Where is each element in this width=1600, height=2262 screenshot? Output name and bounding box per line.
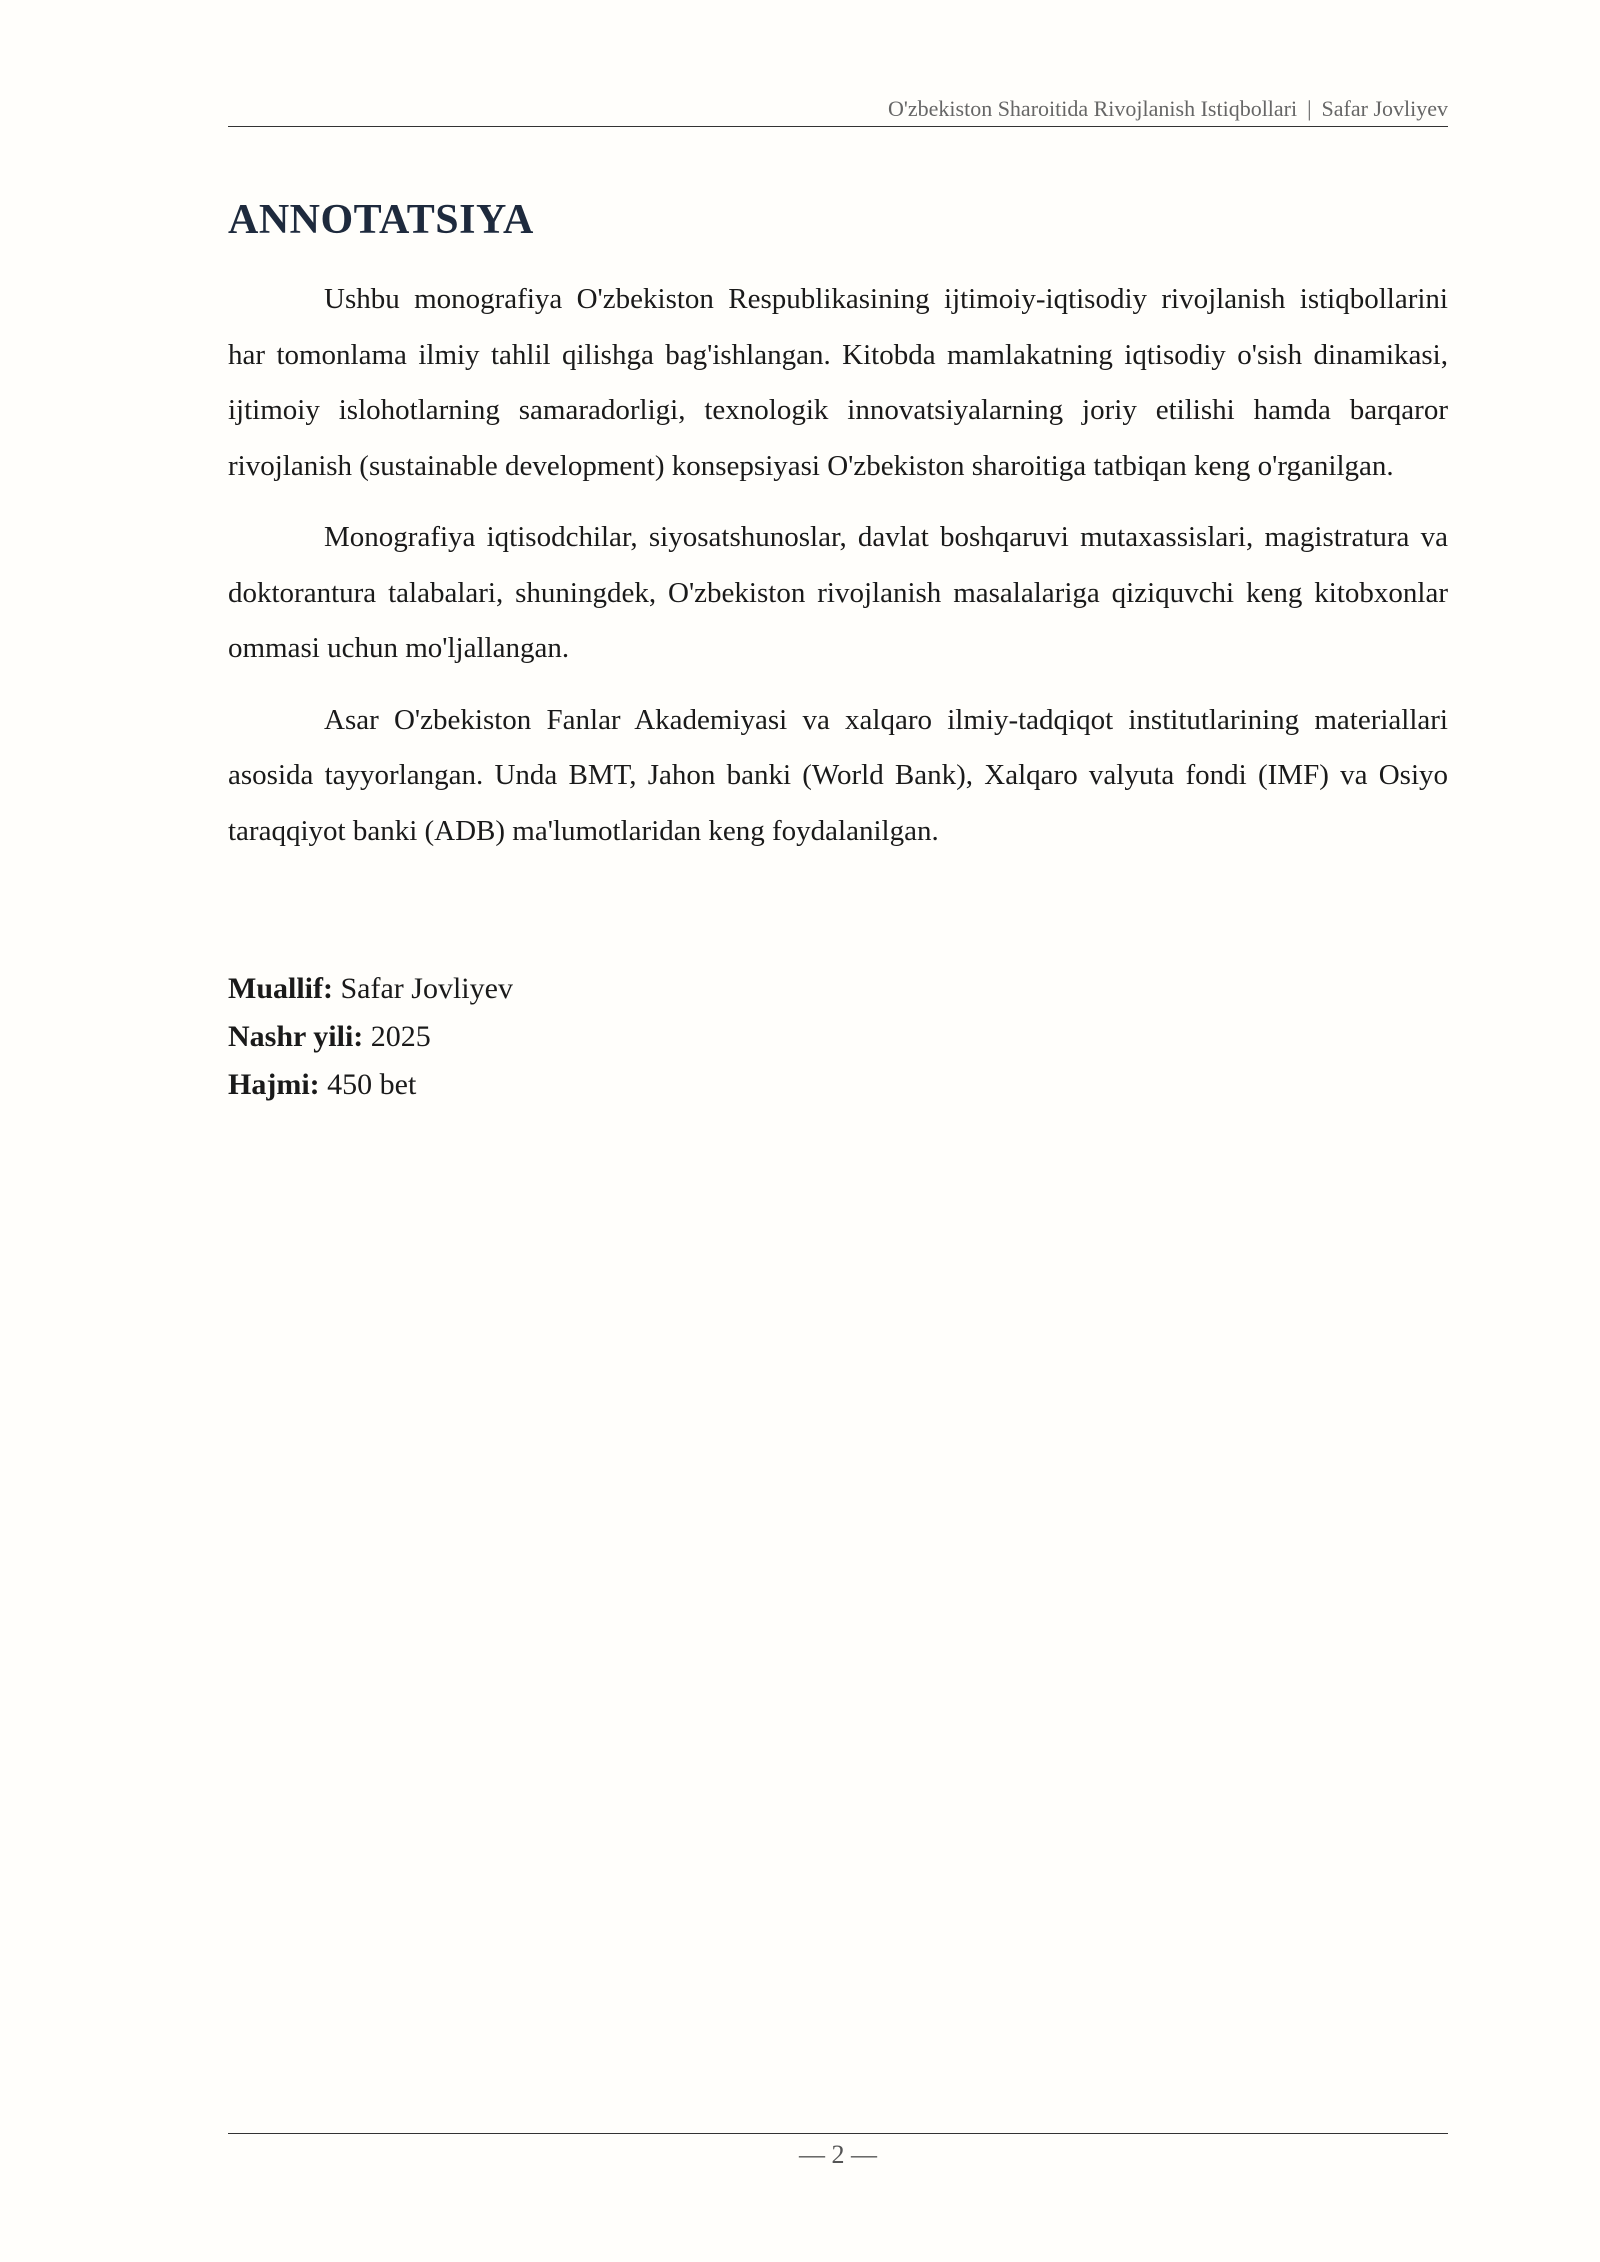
footer-rule: [228, 2133, 1448, 2134]
page-number: — 2 —: [799, 2140, 877, 2169]
meta-author: [228, 965, 1448, 1013]
meta-volume-value: 450 bet: [327, 1068, 417, 1101]
meta-volume: [228, 1061, 1448, 1109]
meta-year: [228, 1013, 1448, 1061]
meta-author-value: Safar Jovliyev: [340, 972, 513, 1005]
annotation-paragraph-1: Ushbu monografiya O'zbekiston Respublikasining ijtimoiy-iqtisodiy rivojlanish istiqbollarini har tomonlama ilmiy tahlil qilishga bag'ishlangan. Kitobda mamlakatning iqtisodiy o'sish dinamikasi, ijtimoiy islohotlarning samaradorligi, texnologik innovatsiyalarning joriy etilishi hamda barqaror rivojlanish (sustainable development) konsepsiyasi O'zbekiston sharoitiga tatbiqan keng o'rganilgan.: [228, 283, 1448, 482]
header-book-title: O'zbekiston Sharoitida Rivojlanish Istiqbollari: [888, 96, 1298, 121]
header-separator: |: [1307, 96, 1312, 121]
header-author: Safar Jovliyev: [1321, 96, 1448, 121]
annotation-paragraph-3: Asar O'zbekiston Fanlar Akademiyasi va xalqaro ilmiy-tadqiqot institutlarining materiallari asosida tayyorlangan. Unda BMT, Jahon banki (World Bank), Xalqaro valyuta fondi (IMF) va Osiyo taraqqiyot banki (ADB) ma'lumotlaridan keng foydalanilgan.: [228, 703, 1448, 847]
meta-author-label: Muallif:: [228, 972, 333, 1005]
page-content: [228, 190, 1448, 1109]
section-title: ANNOTATSIYA: [228, 197, 534, 243]
publication-meta: [228, 965, 1448, 1109]
header-rule: [228, 126, 1448, 127]
meta-volume-label: Hajmi:: [228, 1068, 320, 1101]
meta-year-value: 2025: [370, 1020, 431, 1053]
annotation-paragraph-2: Monografiya iqtisodchilar, siyosatshunoslar, davlat boshqaruvi mutaxassislari, magistratura va doktorantura talabalari, shuningdek, O'zbekiston rivojlanish masalalariga qiziquvchi keng kitobxonlar ommasi uchun mo'ljallangan.: [228, 521, 1448, 664]
running-header: [228, 96, 1448, 122]
meta-year-label: Nashr yili:: [228, 1020, 364, 1053]
